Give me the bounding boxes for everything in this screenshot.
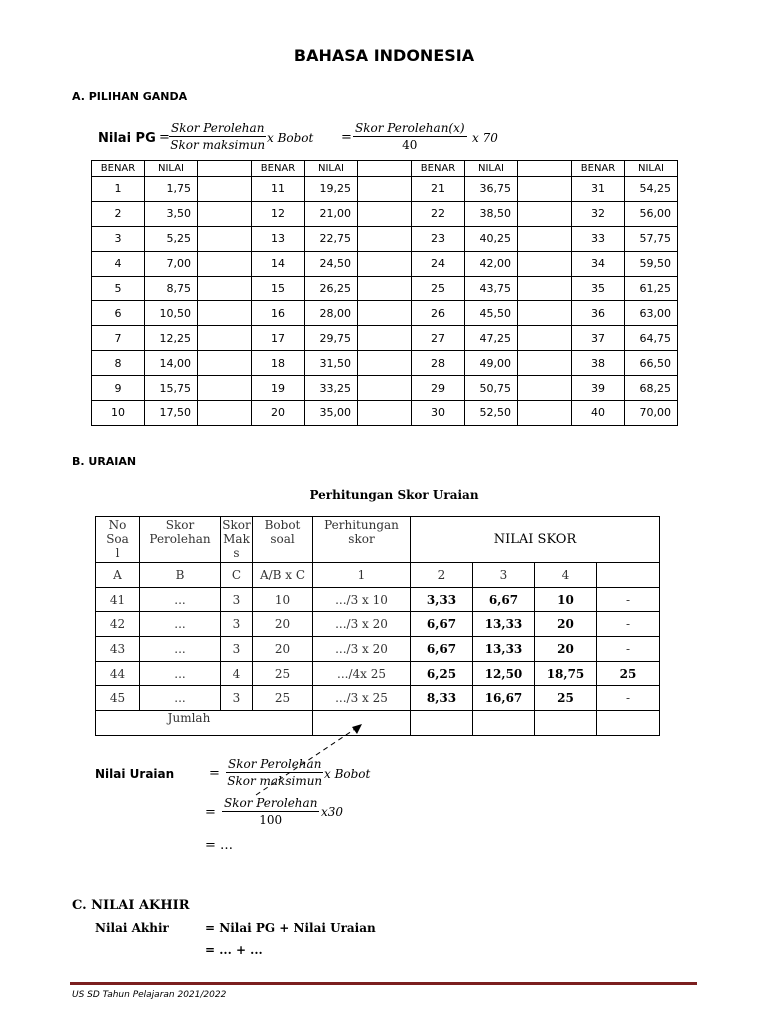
nilai-skor-cell: 6,67 [411,612,473,637]
section-b-heading: B. URAIAN [72,455,137,468]
benar-cell: 36 [572,301,625,326]
benar-cell: 22 [412,201,465,226]
uraian-formula-label: Nilai Uraian [95,767,175,781]
uraian-fraction-2-denominator: 100 [259,813,283,827]
nilai-akhir-formula: = Nilai PG + Nilai Uraian [205,921,376,935]
header-line: soal [270,532,295,546]
header-nilai: NILAI [465,161,518,177]
nilai-skor-cell: 18,75 [535,661,597,686]
subheader-cell: 2 [411,563,473,588]
nilai-cell: 15,75 [145,376,198,401]
uraian-cell: 3 [221,637,253,662]
uraian-cell: 45 [96,686,140,711]
pg-formula-bobot: x Bobot [267,131,314,145]
section-a-heading: A. PILIHAN GANDA [72,90,188,103]
header-benar: BENAR [572,161,625,177]
nilai-skor-cell: - [597,637,660,662]
header-line: No [108,518,127,532]
nilai-skor-cell: 12,50 [473,661,535,686]
footer-rule [70,982,697,985]
uraian-cell: .../4x 25 [313,661,411,686]
nilai-skor-cell: 8,33 [411,686,473,711]
nilai-skor-cell: 25 [535,686,597,711]
benar-cell: 6 [92,301,145,326]
pg-formula-multiplier: x 70 [472,131,498,145]
nilai-cell: 57,75 [625,226,678,251]
page-title: BAHASA INDONESIA [293,46,475,65]
benar-cell: 38 [572,351,625,376]
nilai-skor-cell: 20 [535,612,597,637]
nilai-cell: 24,50 [305,251,358,276]
nilai-cell: 61,25 [625,276,678,301]
header-line: Mak [223,532,250,546]
benar-cell: 13 [252,226,305,251]
nilai-akhir-label: Nilai Akhir [95,921,169,935]
benar-cell: 1 [92,177,145,202]
benar-cell: 40 [572,401,625,426]
benar-cell: 19 [252,376,305,401]
nilai-skor-cell: 20 [535,637,597,662]
nilai-cell: 45,50 [465,301,518,326]
benar-cell: 2 [92,201,145,226]
uraian-cell: .../3 x 20 [313,637,411,662]
header-nilai: NILAI [145,161,198,177]
nilai-cell: 49,00 [465,351,518,376]
uraian-formula-equals-2: = [205,805,216,820]
header-line: Perhitungan [324,518,399,532]
nilai-cell: 56,00 [625,201,678,226]
header-line: Skor [165,518,195,532]
header-nilai: NILAI [625,161,678,177]
uraian-cell: 25 [253,661,313,686]
uraian-cell: 3 [221,612,253,637]
header-line: Perolehan [149,532,211,546]
nilai-cell: 14,00 [145,351,198,376]
benar-cell: 34 [572,251,625,276]
header-nilai: NILAI [305,161,358,177]
nilai-cell: 54,25 [625,177,678,202]
benar-cell: 4 [92,251,145,276]
uraian-fraction-1-numerator: Skor Perolehan [228,757,322,771]
uraian-table-title: Perhitungan Skor Uraian [309,488,479,502]
nilai-cell: 64,75 [625,326,678,351]
uraian-cell: 20 [253,612,313,637]
uraian-cell: .../3 x 20 [313,612,411,637]
nilai-cell: 66,50 [625,351,678,376]
pg-fraction-1-numerator: Skor Perolehan [171,121,265,135]
benar-cell: 3 [92,226,145,251]
nilai-cell: 42,00 [465,251,518,276]
subheader-cell: 3 [473,563,535,588]
benar-cell: 27 [412,326,465,351]
benar-cell: 21 [412,177,465,202]
nilai-skor-cell: 6,67 [411,637,473,662]
uraian-fraction-1 [226,757,323,788]
nilai-skor-cell: 16,67 [473,686,535,711]
nilai-cell: 21,00 [305,201,358,226]
nilai-cell: 19,25 [305,177,358,202]
nilai-cell: 8,75 [145,276,198,301]
nilai-skor-cell: 13,33 [473,612,535,637]
benar-cell: 15 [252,276,305,301]
benar-cell: 12 [252,201,305,226]
benar-cell: 10 [92,401,145,426]
benar-cell: 28 [412,351,465,376]
nilai-skor-cell: 25 [597,661,660,686]
benar-cell: 26 [412,301,465,326]
uraian-cell: 41 [96,587,140,612]
uraian-formula-bobot: x Bobot [324,767,371,781]
nilai-cell: 47,25 [465,326,518,351]
benar-cell: 23 [412,226,465,251]
nilai-cell: 7,00 [145,251,198,276]
benar-cell: 14 [252,251,305,276]
uraian-fraction-1-denominator: Skor maksimun [227,774,323,788]
uraian-cell: ... [140,637,221,662]
benar-cell: 8 [92,351,145,376]
subheader-cell: A [96,563,140,588]
nilai-skor-cell: - [597,686,660,711]
pg-formula-label: Nilai PG [98,131,156,146]
uraian-cell: 43 [96,637,140,662]
uraian-cell: 4 [221,661,253,686]
header-benar: BENAR [412,161,465,177]
nilai-cell: 26,25 [305,276,358,301]
benar-cell: 37 [572,326,625,351]
nilai-skor-cell: 6,67 [473,587,535,612]
uraian-cell: 3 [221,587,253,612]
benar-cell: 33 [572,226,625,251]
nilai-cell: 36,75 [465,177,518,202]
benar-cell: 30 [412,401,465,426]
benar-cell: 31 [572,177,625,202]
uraian-cell: 20 [253,637,313,662]
nilai-cell: 59,50 [625,251,678,276]
nilai-cell: 33,25 [305,376,358,401]
header-line: Skor [222,518,251,532]
benar-cell: 5 [92,276,145,301]
uraian-cell: 10 [253,587,313,612]
nilai-cell: 68,25 [625,376,678,401]
pg-formula-equals: = [159,130,170,145]
nilai-cell: 1,75 [145,177,198,202]
nilai-cell: 22,75 [305,226,358,251]
pg-fraction-2-numerator: Skor Perolehan(x) [355,121,465,135]
nilai-cell: 50,75 [465,376,518,401]
header-benar: BENAR [252,161,305,177]
benar-cell: 29 [412,376,465,401]
uraian-cell: ... [140,587,221,612]
jumlah-label: Jumlah [96,711,313,736]
header-line: Soa [106,532,129,546]
uraian-fraction-2 [222,796,319,827]
nilai-cell: 38,50 [465,201,518,226]
nilai-skor-cell: 10 [535,587,597,612]
nilai-cell: 70,00 [625,401,678,426]
subheader-cell: C [221,563,253,588]
uraian-formula-result: = … [205,838,234,853]
pg-fraction-1-denominator: Skor maksimun [170,138,266,152]
uraian-formula-equals: = [209,766,220,781]
uraian-cell: .../3 x 10 [313,587,411,612]
uraian-cell: 42 [96,612,140,637]
footer-text: US SD Tahun Pelajaran 2021/2022 [72,990,227,1000]
benar-cell: 7 [92,326,145,351]
nilai-cell: 43,75 [465,276,518,301]
nilai-cell: 40,25 [465,226,518,251]
subheader-cell: A/B x C [253,563,313,588]
uraian-cell: ... [140,612,221,637]
uraian-cell: .../3 x 25 [313,686,411,711]
section-c-heading: C. NILAI AKHIR [72,898,190,913]
benar-cell: 18 [252,351,305,376]
uraian-cell: ... [140,661,221,686]
nilai-cell: 17,50 [145,401,198,426]
benar-cell: 39 [572,376,625,401]
benar-cell: 35 [572,276,625,301]
nilai-cell: 28,00 [305,301,358,326]
nilai-skor-cell: 6,25 [411,661,473,686]
uraian-formula-multiplier: x30 [321,805,344,819]
uraian-cell: ... [140,686,221,711]
nilai-cell: 52,50 [465,401,518,426]
benar-cell: 16 [252,301,305,326]
header-line: skor [348,532,375,546]
pg-fraction-2-denominator: 40 [402,138,418,152]
benar-cell: 17 [252,326,305,351]
pg-formula-equals-2: = [341,130,352,145]
benar-cell: 9 [92,376,145,401]
benar-cell: 24 [412,251,465,276]
benar-cell: 32 [572,201,625,226]
nilai-cell: 12,25 [145,326,198,351]
uraian-cell: 25 [253,686,313,711]
nilai-cell: 63,00 [625,301,678,326]
benar-cell: 20 [252,401,305,426]
nilai-cell: 35,00 [305,401,358,426]
uraian-cell: 3 [221,686,253,711]
subheader-cell: 1 [313,563,411,588]
nilai-cell: 5,25 [145,226,198,251]
header-benar: BENAR [92,161,145,177]
benar-cell: 11 [252,177,305,202]
header-line: Bobot [264,518,301,532]
nilai-skor-cell: 13,33 [473,637,535,662]
benar-cell: 25 [412,276,465,301]
subheader-cell: B [140,563,221,588]
nilai-skor-cell: 3,33 [411,587,473,612]
header-nilai-skor: NILAI SKOR [411,517,660,563]
nilai-skor-cell: - [597,612,660,637]
subheader-cell: 4 [535,563,597,588]
nilai-cell: 10,50 [145,301,198,326]
header-line: s [233,546,240,560]
nilai-akhir-result: = ... + ... [205,943,263,957]
header-line: l [115,546,120,560]
nilai-cell: 31,50 [305,351,358,376]
uraian-cell: 44 [96,661,140,686]
uraian-fraction-2-numerator: Skor Perolehan [224,796,318,810]
nilai-cell: 3,50 [145,201,198,226]
nilai-skor-cell: - [597,587,660,612]
nilai-cell: 29,75 [305,326,358,351]
